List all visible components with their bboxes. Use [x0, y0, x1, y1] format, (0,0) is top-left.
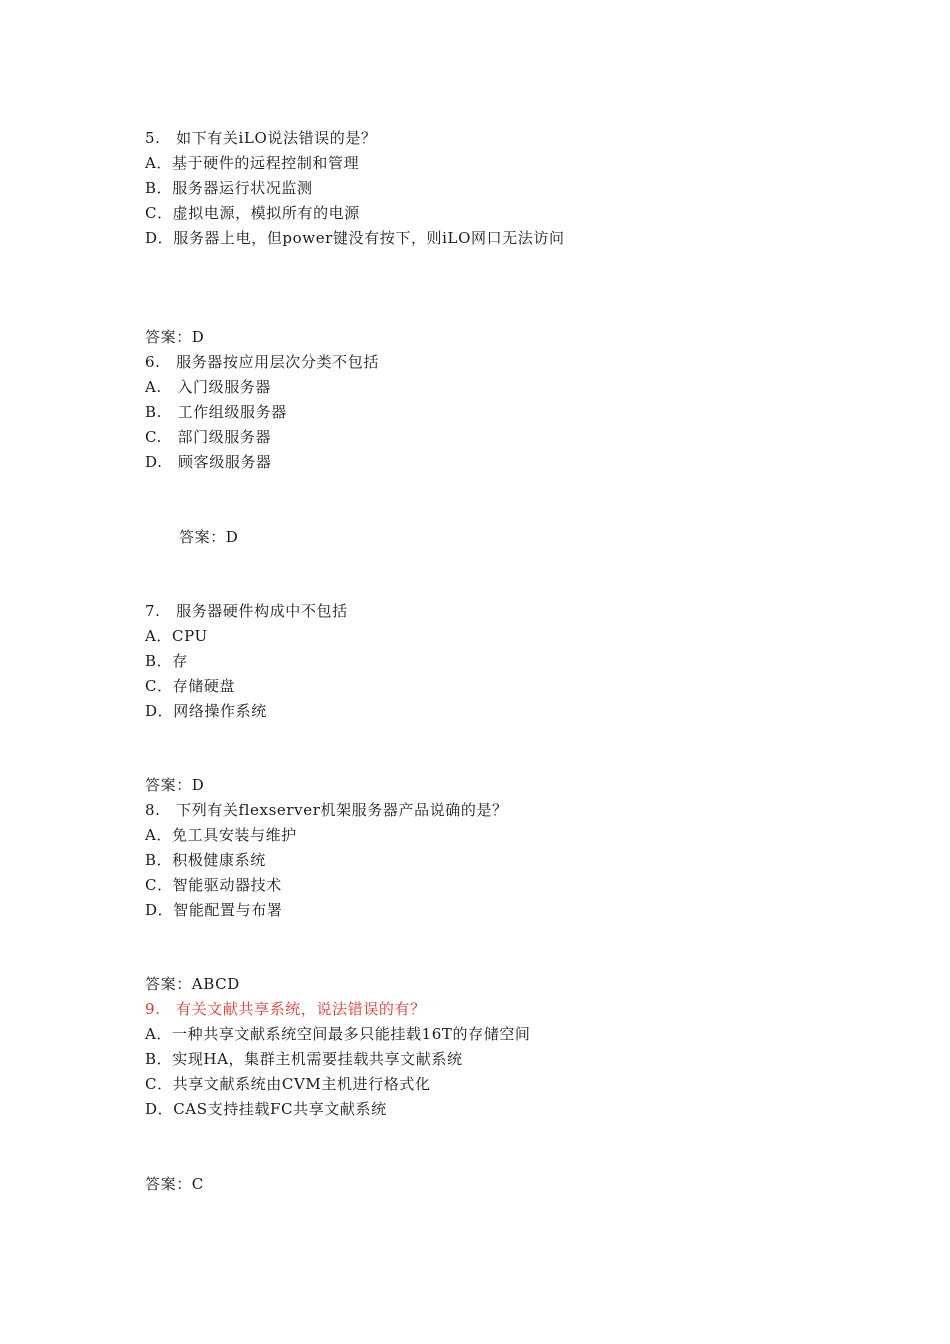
question-5-option-b: B．服务器运行状况监测	[145, 179, 313, 197]
question-5-option-c: C．虚拟电源，模拟所有的电源	[145, 204, 360, 222]
question-7-text: 7. 服务器硬件构成中不包括	[145, 602, 348, 620]
question-6-text: 6. 服务器按应用层次分类不包括	[145, 353, 379, 371]
question-6-option-b: B. 工作组级服务器	[145, 403, 287, 421]
question-6-option-d: D. 顾客级服务器	[145, 453, 272, 471]
question-8-option-b: B．积极健康系统	[145, 851, 266, 869]
question-9-option-b: B．实现HA，集群主机需要挂载共享文献系统	[145, 1050, 463, 1068]
question-9-option-a: A．一种共享文献系统空间最多只能挂载16T的存储空间	[145, 1025, 531, 1043]
question-8-option-d: D．智能配置与布署	[145, 901, 283, 919]
question-5-text: 5. 如下有关iLO说法错误的是？	[145, 129, 377, 147]
question-8-text: 8. 下列有关flexserver机架服务器产品说确的是？	[145, 801, 508, 819]
question-9-text: 9. 有关文献共享系统，说法错误的有？	[145, 1000, 426, 1018]
question-6-answer: 答案：D	[179, 528, 239, 546]
question-5-option-a: A．基于硬件的远程控制和管理	[145, 154, 360, 172]
question-9-option-c: C．共享文献系统由CVM主机进行格式化	[145, 1075, 431, 1093]
question-8-option-c: C．智能驱动器技术	[145, 876, 282, 894]
question-6-option-a: A. 入门级服务器	[145, 378, 272, 396]
question-8-option-a: A．免工具安装与维护	[145, 826, 297, 844]
question-7-option-b: B．存	[145, 652, 188, 670]
question-7-option-c: C．存储硬盘	[145, 677, 236, 695]
question-7-answer: 答案：D	[145, 776, 205, 794]
question-8-answer: 答案：ABCD	[145, 975, 240, 993]
question-7-option-a: A．CPU	[145, 627, 208, 645]
question-7-option-d: D．网络操作系统	[145, 702, 267, 720]
question-5-option-d: D．服务器上电，但power键没有按下，则iLO网口无法访问	[145, 229, 565, 247]
question-6-option-c: C. 部门级服务器	[145, 428, 272, 446]
question-9-option-d: D．CAS支持挂载FC共享文献系统	[145, 1100, 387, 1118]
question-9-answer: 答案：C	[145, 1175, 204, 1193]
question-5-answer: 答案：D	[145, 328, 205, 346]
